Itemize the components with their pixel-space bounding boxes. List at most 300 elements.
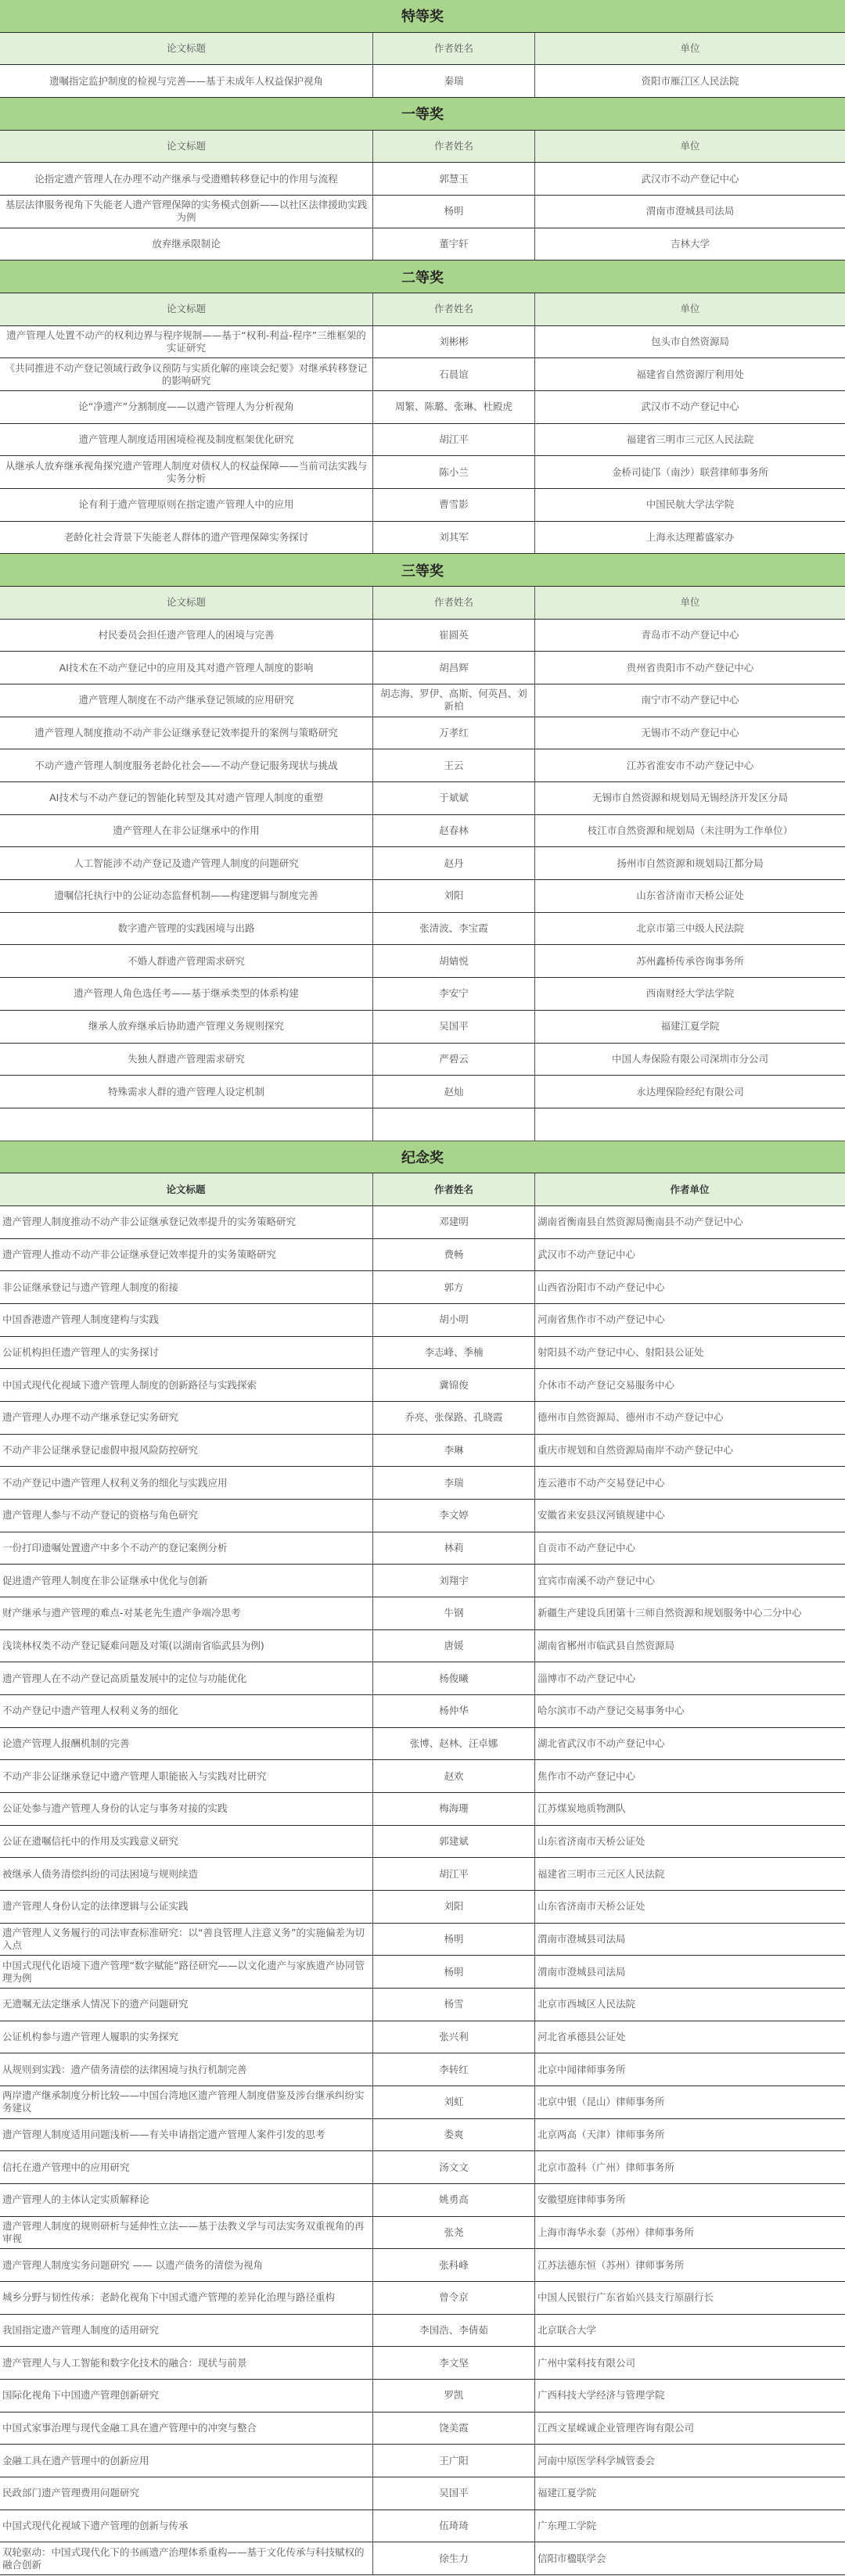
paper-title: 公证处参与遗产管理人身份的认定与事务对接的实践 — [0, 1793, 373, 1825]
paper-title: 从继承人放弃继承视角探究遗产管理人制度对债权人的权益保障——当前司法实践与实务分析 — [0, 456, 373, 488]
paper-title: 不动产遗产管理人制度服务老龄化社会——不动产登记服务现状与挑战 — [0, 749, 373, 781]
affiliation: 青岛市不动产登记中心 — [641, 629, 739, 641]
table-row — [0, 489, 845, 522]
affiliation: 自贡市不动产登记中心 — [538, 1541, 636, 1554]
author-names: 刘阳 — [373, 1891, 535, 1923]
paper-title: 促进遗产管理人制度在非公证继承中优化与创新 — [0, 1565, 373, 1597]
affiliation: 福建江夏学院 — [538, 2487, 597, 2499]
table-row — [0, 65, 845, 98]
table-row — [0, 978, 845, 1011]
table-row — [0, 2086, 845, 2119]
paper-title: 金融工具在遗产管理中的创新应用 — [0, 2445, 373, 2477]
table-row — [0, 196, 845, 228]
paper-title: 论“净遗产”分割制度——以遗产管理人为分析视角 — [0, 391, 373, 423]
author-names: 陈小兰 — [373, 456, 535, 488]
table-row — [0, 880, 845, 913]
author-names: 张尧 — [373, 2217, 535, 2249]
table-row — [0, 2315, 845, 2348]
table-row — [0, 1989, 845, 2021]
affiliation: 广东理工学院 — [538, 2520, 597, 2532]
affiliation: 扬州市自然资源和规划局江都分局 — [617, 857, 764, 869]
author-names: 刘虹 — [373, 2086, 535, 2118]
affiliation: 江苏省淮安市不动产登记中心 — [626, 759, 754, 771]
author-names: 赵欢 — [373, 1760, 535, 1792]
affiliation: 永达理保险经纪有限公司 — [636, 1085, 744, 1098]
affiliation-header: 作者单位 — [670, 1183, 710, 1195]
affiliation: 中国民航大学法学院 — [645, 498, 735, 511]
column-header-row — [0, 293, 845, 326]
paper-title: 遗产管理人参与不动产登记的资格与角色研究 — [0, 1500, 373, 1532]
table-row — [0, 1402, 845, 1435]
affiliation-header: 单位 — [680, 140, 700, 153]
table-row — [0, 1369, 845, 1402]
table-row — [0, 1630, 845, 1663]
empty-row — [0, 1108, 845, 1141]
table-row — [0, 782, 845, 815]
award-section — [0, 1141, 845, 2576]
award-section — [0, 0, 845, 98]
affiliation-header: 单位 — [680, 42, 700, 54]
table-row — [0, 749, 845, 782]
table-row — [0, 1337, 845, 1370]
author-names: 曾令京 — [373, 2282, 535, 2314]
author-names: 董宇轩 — [373, 228, 535, 260]
author-header: 作者姓名 — [373, 1173, 535, 1205]
author-header: 作者姓名 — [373, 587, 535, 619]
author-names: 张清波、李宝霞 — [373, 913, 535, 945]
author-names: 胡小明 — [373, 1304, 535, 1336]
paper-title: 浅谈林权类不动产登记疑难问题及对策(以湖南省临武县为例) — [0, 1630, 373, 1662]
affiliation: 渭南市澄城县司法局 — [538, 1965, 626, 1978]
author-names: 乔亮、张保路、孔晓霞 — [373, 1402, 535, 1434]
affiliation: 渭南市澄城县司法局 — [538, 1932, 626, 1945]
paper-title-header: 论文标题 — [0, 293, 373, 325]
paper-title: 一份打印遗嘱处置遗产中多个不动产的登记案例分析 — [0, 1532, 373, 1565]
affiliation: 新疆生产建设兵团第十三师自然资源和规划服务中心二分中心 — [538, 1607, 802, 1619]
affiliation: 湖北省武汉市不动产登记中心 — [538, 1737, 665, 1749]
paper-title: 中国式现代化视域下遗产管理人制度的创新路径与实践探索 — [0, 1369, 373, 1401]
column-header-row — [0, 33, 845, 66]
table-row — [0, 456, 845, 489]
paper-title: 论遗产管理人报酬机制的完善 — [0, 1728, 373, 1760]
paper-title: 公证机构参与遗产管理人履职的实务探究 — [0, 2021, 373, 2053]
author-names: 李琳 — [373, 1435, 535, 1467]
paper-title-header: 论文标题 — [0, 33, 373, 65]
affiliation: 江苏法德东恒（苏州）律师事务所 — [538, 2258, 685, 2271]
paper-title: 公证机构担任遗产管理人的实务探讨 — [0, 1337, 373, 1369]
paper-title: 遗产管理人制度适用问题浅析——有关申请指定遗产管理人案件引发的思考 — [0, 2119, 373, 2151]
author-names: 石晨谊 — [373, 358, 535, 390]
affiliation: 江西文星嵘诚企业管理咨询有限公司 — [538, 2422, 695, 2434]
affiliation: 江苏煤炭地质物测队 — [538, 1802, 626, 1815]
author-names: 万孝红 — [373, 717, 535, 749]
author-header: 作者姓名 — [373, 33, 535, 65]
table-row — [0, 2217, 845, 2250]
affiliation: 信阳市楹联学会 — [538, 2552, 606, 2564]
author-names: 胡昌辉 — [373, 652, 535, 684]
paper-title: 不动产登记中遗产管理人权利义务的细化 — [0, 1695, 373, 1727]
author-names: 于斌斌 — [373, 782, 535, 814]
affiliation: 福建省三明市三元区人民法院 — [538, 1867, 665, 1880]
paper-title: 遗产管理人制度推动不动产非公证继承登记效率提升的案例与策略研究 — [0, 717, 373, 749]
table-row — [0, 1532, 845, 1565]
affiliation: 射阳县不动产登记中心、射阳县公证处 — [538, 1345, 704, 1358]
affiliation: 资阳市雁江区人民法院 — [641, 74, 739, 87]
column-header-row — [0, 131, 845, 163]
author-header: 作者姓名 — [373, 131, 535, 163]
award-section — [0, 554, 845, 1141]
paper-title: 不婚人群遗产管理需求研究 — [0, 945, 373, 977]
affiliation: 广州中棠科技有限公司 — [538, 2356, 636, 2369]
table-row — [0, 1695, 845, 1728]
affiliation: 吉林大学 — [670, 238, 710, 250]
author-names: 张科峰 — [373, 2249, 535, 2281]
author-names: 杨明 — [373, 1956, 535, 1988]
author-names: 周繁、陈璐、张琳、杜殿虎 — [373, 391, 535, 423]
paper-title: 不动产登记中遗产管理人权利义务的细化与实践应用 — [0, 1467, 373, 1499]
author-names: 赵灿 — [373, 1076, 535, 1108]
affiliation: 金桥司徒邝（南沙）联营律师事务所 — [611, 465, 768, 478]
table-row — [0, 847, 845, 880]
paper-title: 我国指定遗产管理人制度的适用研究 — [0, 2315, 373, 2347]
affiliation: 北京两高（天津）律师事务所 — [538, 2129, 665, 2140]
paper-title: 论有利于遗产管理原则在指定遗产管理人中的应用 — [0, 489, 373, 521]
affiliation: 山东省济南市天桥公证处 — [538, 1834, 645, 1847]
author-names: 吴国平 — [373, 2477, 535, 2510]
author-names: 赵春林 — [373, 815, 535, 847]
author-names: 汤文文 — [373, 2151, 535, 2183]
paper-title: 无遗嘱无法定继承人情况下的遗产问题研究 — [0, 1989, 373, 2021]
author-names: 刘其军 — [373, 522, 535, 554]
table-row — [0, 620, 845, 652]
paper-title: 遗产管理人角色选任考——基于继承类型的体系构建 — [0, 978, 373, 1010]
author-names: 李志峰、季楠 — [373, 1337, 535, 1369]
empty-cell — [535, 1108, 845, 1141]
award-section — [0, 98, 845, 260]
paper-title: 遗嘱指定监护制度的检视与完善——基于未成年人权益保护视角 — [0, 65, 373, 97]
author-names: 秦瑞 — [373, 65, 535, 97]
affiliation: 北京中闻律师事务所 — [538, 2063, 626, 2075]
author-names: 郭方 — [373, 1271, 535, 1303]
author-names: 徐生力 — [373, 2542, 535, 2574]
table-row — [0, 2021, 845, 2054]
table-row — [0, 1500, 845, 1532]
paper-title: 村民委员会担任遗产管理人的困境与完善 — [0, 620, 373, 652]
author-names: 伍琦琦 — [373, 2510, 535, 2542]
paper-title: 非公证继承登记与遗产管理人制度的衔接 — [0, 1271, 373, 1303]
affiliation: 山东省济南市天桥公证处 — [636, 889, 744, 902]
author-names: 杨仲华 — [373, 1695, 535, 1727]
table-row — [0, 1826, 845, 1859]
table-row — [0, 2119, 845, 2152]
affiliation: 武汉市不动产登记中心 — [641, 172, 739, 185]
affiliation: 广西科技大学经济与管理学院 — [538, 2389, 665, 2402]
paper-title: 被继承人债务清偿纠纷的司法困境与规则续造 — [0, 1858, 373, 1890]
empty-cell — [0, 1108, 373, 1141]
table-row — [0, 1467, 845, 1500]
paper-title: 遗产管理人制度实务问题研究 —— 以遗产债务的清偿为视角 — [0, 2249, 373, 2281]
paper-title: 城乡分野与韧性传承：老龄化视角下中国式遗产管理的差异化治理与路径重构 — [0, 2282, 373, 2314]
paper-title: 不动产非公证继承登记虚假申报风险防控研究 — [0, 1435, 373, 1467]
author-names: 杨俊曦 — [373, 1662, 535, 1694]
author-names: 胡江平 — [373, 1858, 535, 1890]
table-row — [0, 2477, 845, 2510]
author-names: 娄爽 — [373, 2119, 535, 2151]
award-section — [0, 260, 845, 554]
table-row — [0, 945, 845, 978]
table-row — [0, 2282, 845, 2315]
author-names: 李文坚 — [373, 2347, 535, 2379]
author-names: 张博、赵林、汪卓娜 — [373, 1728, 535, 1760]
affiliation: 哈尔滨市不动产登记交易事务中心 — [538, 1705, 685, 1717]
affiliation: 重庆市规划和自然资源局南岸不动产登记中心 — [538, 1443, 734, 1456]
author-names: 曹雪影 — [373, 489, 535, 521]
section-title: 二等奖 — [0, 260, 845, 293]
affiliation: 河北省承德县公证处 — [538, 2030, 626, 2042]
paper-title: 遗产管理人制度在不动产继承登记领域的应用研究 — [0, 684, 373, 717]
paper-title: 遗产管理人制度适用困境检视及制度框架优化研究 — [0, 424, 373, 456]
author-names: 杨雪 — [373, 1989, 535, 2021]
paper-title: 遗产管理人的主体认定实质解释论 — [0, 2184, 373, 2216]
table-row — [0, 424, 845, 457]
table-row — [0, 1239, 845, 1272]
affiliation: 福建江夏学院 — [660, 1020, 720, 1033]
paper-title: AI技术与不动产登记的智能化转型及其对遗产管理人制度的重塑 — [0, 782, 373, 814]
paper-title: 中国式现代化语境下遗产管理“数字赋能”路径研究——以文化遗产与家族遗产协同管理为例 — [0, 1956, 373, 1988]
author-names: 邓建明 — [373, 1206, 535, 1238]
table-row — [0, 2413, 845, 2445]
table-row — [0, 2445, 845, 2477]
paper-title: 遗产管理人制度推动不动产非公证继承登记效率提升的实务策略研究 — [0, 1206, 373, 1238]
affiliation: 德州市自然资源局、德州市不动产登记中心 — [538, 1411, 724, 1424]
affiliation: 介休市不动产登记交易服务中心 — [538, 1378, 675, 1391]
author-names: 杨明 — [373, 196, 535, 228]
author-names: 郭建斌 — [373, 1826, 535, 1858]
author-names: 吴国平 — [373, 1011, 535, 1043]
affiliation: 福建省三明市三元区人民法院 — [626, 433, 754, 446]
table-row — [0, 2053, 845, 2086]
affiliation: 北京市西城区人民法院 — [538, 1998, 636, 2010]
author-names: 唐媛 — [373, 1630, 535, 1662]
affiliation: 宜宾市南溪不动产登记中心 — [538, 1574, 656, 1586]
table-row — [0, 913, 845, 946]
affiliation: 北京联合大学 — [538, 2324, 597, 2337]
affiliation: 安徽望庭律师事务所 — [538, 2193, 626, 2206]
paper-title: 信托在遗产管理中的应用研究 — [0, 2151, 373, 2183]
author-names: 李文婷 — [373, 1500, 535, 1532]
author-names: 刘彬彬 — [373, 326, 535, 358]
author-names: 李国浩、李倩茹 — [373, 2315, 535, 2347]
author-names: 王广阳 — [373, 2445, 535, 2477]
table-row — [0, 1662, 845, 1695]
table-row — [0, 1076, 845, 1108]
author-names: 郭慧玉 — [373, 163, 535, 195]
section-title: 一等奖 — [0, 98, 845, 131]
paper-title: 中国式家事治理与现代金融工具在遗产管理中的冲突与整合 — [0, 2413, 373, 2445]
table-row — [0, 2249, 845, 2282]
table-row — [0, 2542, 845, 2575]
affiliation: 枝江市自然资源和规划局（未注明为工作单位） — [587, 825, 793, 837]
affiliation-header: 单位 — [680, 303, 700, 315]
table-row — [0, 1760, 845, 1793]
paper-title-header: 论文标题 — [0, 131, 373, 163]
table-row — [0, 1728, 845, 1761]
table-row — [0, 522, 845, 555]
affiliation: 苏州鑫桥传承咨询事务所 — [636, 954, 744, 967]
table-row — [0, 815, 845, 848]
table-row — [0, 1793, 845, 1826]
paper-title: 继承人放弃继承后协助遗产管理义务规则探究 — [0, 1011, 373, 1043]
paper-title: 不动产非公证继承登记中遗产管理人职能嵌入与实践对比研究 — [0, 1760, 373, 1792]
paper-title: 特殊需求人群的遗产管理人设定机制 — [0, 1076, 373, 1108]
paper-title: 人工智能涉不动产登记及遗产管理人制度的问题研究 — [0, 847, 373, 879]
author-names: 李安宁 — [373, 978, 535, 1010]
paper-title: 失独人群遗产管理需求研究 — [0, 1044, 373, 1076]
table-row — [0, 2184, 845, 2217]
table-row — [0, 717, 845, 750]
author-names: 费畅 — [373, 1239, 535, 1271]
affiliation: 连云港市不动产交易登记中心 — [538, 1476, 665, 1489]
table-row — [0, 1891, 845, 1924]
affiliation-header: 单位 — [680, 596, 700, 609]
paper-title: 《共同推进不动产登记领域行政争议预防与实质化解的座谈会纪要》对继承转移登记的影响研究 — [0, 358, 373, 390]
affiliation: 无锡市不动产登记中心 — [641, 727, 739, 739]
table-row — [0, 1565, 845, 1597]
paper-title: 遗产管理人制度的规则研析与延伸性立法——基于法教义学与司法实务双重视角的再审视 — [0, 2217, 373, 2249]
affiliation: 北京市盈科（广州）律师事务所 — [538, 2161, 675, 2173]
author-names: 刘翔宇 — [373, 1565, 535, 1597]
table-row — [0, 1011, 845, 1044]
column-header-row — [0, 1173, 845, 1206]
section-title: 三等奖 — [0, 554, 845, 587]
paper-title: 两岸遗产继承制度分析比较——中国台湾地区遗产管理人制度借鉴及涉台继承纠纷实务建议 — [0, 2086, 373, 2118]
affiliation: 福建省自然资源厅利用处 — [636, 368, 744, 380]
author-header: 作者姓名 — [373, 293, 535, 325]
empty-cell — [373, 1108, 535, 1141]
table-row — [0, 2151, 845, 2184]
paper-title: AI技术在不动产登记中的应用及其对遗产管理人制度的影响 — [0, 652, 373, 684]
author-names: 张兴利 — [373, 2021, 535, 2053]
paper-title: 双轮驱动：中国式现代化下的书画遗产治理体系重构——基于文化传承与科技赋权的融合创新 — [0, 2542, 373, 2574]
author-names: 崔圆英 — [373, 620, 535, 652]
affiliation: 河南中原医学科学城管委会 — [538, 2454, 656, 2466]
table-row — [0, 684, 845, 717]
author-names: 牛钢 — [373, 1597, 535, 1629]
paper-title: 国际化视角下中国遗产管理创新研究 — [0, 2380, 373, 2412]
affiliation: 渭南市澄城县司法局 — [645, 205, 735, 217]
table-row — [0, 163, 845, 196]
author-names: 刘阳 — [373, 880, 535, 912]
author-names: 李瑞 — [373, 1467, 535, 1499]
affiliation: 西南财经大学法学院 — [645, 987, 735, 1000]
affiliation: 河南省焦作市不动产登记中心 — [538, 1313, 665, 1326]
table-row — [0, 2510, 845, 2543]
table-row — [0, 391, 845, 424]
table-row — [0, 1304, 845, 1337]
paper-title: 数字遗产管理的实践困境与出路 — [0, 913, 373, 945]
author-names: 冀锦俊 — [373, 1369, 535, 1401]
author-names: 严碧云 — [373, 1044, 535, 1076]
table-row — [0, 1271, 845, 1304]
table-row — [0, 652, 845, 684]
paper-title: 遗产管理人身份认定的法律逻辑与公证实践 — [0, 1891, 373, 1923]
table-row — [0, 1858, 845, 1891]
table-row — [0, 358, 845, 391]
table-row — [0, 1044, 845, 1076]
affiliation: 北京市第三中级人民法院 — [636, 922, 744, 935]
table-row — [0, 326, 845, 359]
paper-title: 遗产管理人处置不动产的权利边界与程序规制——基于“权利-利益-程序”三维框架的实证研究 — [0, 326, 373, 358]
paper-title: 中国式现代化视域下遗产管理的创新与传承 — [0, 2510, 373, 2542]
affiliation: 上海市海华永泰（苏州）律师事务所 — [538, 2226, 695, 2239]
affiliation: 武汉市不动产登记中心 — [538, 1248, 636, 1260]
paper-title: 遗嘱信托执行中的公证动态监督机制——构建逻辑与制度完善 — [0, 880, 373, 912]
paper-title: 遗产管理人办理不动产继承登记实务研究 — [0, 1402, 373, 1434]
paper-title: 遗产管理人在不动产登记高质量发展中的定位与功能优化 — [0, 1662, 373, 1694]
author-names: 饶美霞 — [373, 2413, 535, 2445]
paper-title: 老龄化社会背景下失能老人群体的遗产管理保障实务探讨 — [0, 522, 373, 554]
author-names: 杨明 — [373, 1924, 535, 1956]
column-header-row — [0, 587, 845, 620]
paper-title: 论指定遗产管理人在办理不动产继承与受遗赠转移登记中的作用与流程 — [0, 163, 373, 195]
affiliation: 上海永达理蓄盛家办 — [645, 531, 735, 544]
affiliation: 焦作市不动产登记中心 — [538, 1769, 636, 1782]
paper-title: 遗产管理人与人工智能和数字化技术的融合：现状与前景 — [0, 2347, 373, 2379]
paper-title: 遗产管理人推动不动产非公证继承登记效率提升的实务策略研究 — [0, 1239, 373, 1271]
affiliation: 贵州省贵阳市不动产登记中心 — [626, 661, 754, 674]
affiliation: 武汉市不动产登记中心 — [641, 401, 739, 413]
table-row — [0, 1206, 845, 1239]
table-row — [0, 1956, 845, 1989]
affiliation: 安徽省来安县汊河镇规建中心 — [538, 1509, 665, 1522]
table-row — [0, 1924, 845, 1956]
paper-title: 基层法律服务视角下失能老人遗产管理保障的实务模式创新——以社区法律援助实践为例 — [0, 196, 373, 228]
paper-title: 遗产管理人义务履行的司法审查标准研究：以“善良管理人注意义务”的实施偏差为切入点 — [0, 1924, 373, 1956]
author-names: 赵丹 — [373, 847, 535, 879]
table-row — [0, 228, 845, 261]
section-title: 特等奖 — [0, 0, 845, 33]
affiliation: 中国人寿保险有限公司深圳市分公司 — [611, 1052, 768, 1065]
author-names: 胡婧悦 — [373, 945, 535, 977]
author-names: 李转红 — [373, 2053, 535, 2086]
paper-title: 遗产管理人在非公证继承中的作用 — [0, 815, 373, 847]
affiliation: 无锡市自然资源和规划局无锡经济开发区分局 — [592, 792, 788, 804]
author-names: 王云 — [373, 749, 535, 781]
section-title: 纪念奖 — [0, 1141, 845, 1174]
affiliation: 南宁市不动产登记中心 — [641, 694, 739, 706]
author-names: 姚勇高 — [373, 2184, 535, 2216]
author-names: 林莉 — [373, 1532, 535, 1565]
author-names: 胡江平 — [373, 424, 535, 456]
paper-title: 财产继承与遗产管理的难点-对某老先生遗产争端冷思考 — [0, 1597, 373, 1629]
paper-title: 放弃继承限制论 — [0, 228, 373, 260]
author-names: 梅海珊 — [373, 1793, 535, 1825]
paper-title: 从规则到实践：遗产债务清偿的法律困境与执行机制完善 — [0, 2053, 373, 2086]
affiliation: 中国人民银行广东省始兴县支行原副行长 — [538, 2291, 714, 2304]
paper-title: 公证在遗嘱信托中的作用及实践意义研究 — [0, 1826, 373, 1858]
table-row — [0, 1435, 845, 1468]
affiliation: 山东省济南市天桥公证处 — [538, 1900, 645, 1913]
affiliation: 淄博市不动产登记中心 — [538, 1672, 636, 1684]
affiliation: 包头市自然资源局 — [650, 336, 729, 348]
paper-title: 中国香港遗产管理人制度建构与实践 — [0, 1304, 373, 1336]
paper-title: 民政部门遗产管理费用问题研究 — [0, 2477, 373, 2510]
affiliation: 湖南省郴州市临武县自然资源局 — [538, 1639, 675, 1651]
table-row — [0, 1597, 845, 1630]
affiliation: 湖南省衡南县自然资源局衡南县不动产登记中心 — [538, 1216, 743, 1228]
paper-title-header: 论文标题 — [0, 587, 373, 619]
affiliation: 山西省汾阳市不动产登记中心 — [538, 1281, 665, 1293]
